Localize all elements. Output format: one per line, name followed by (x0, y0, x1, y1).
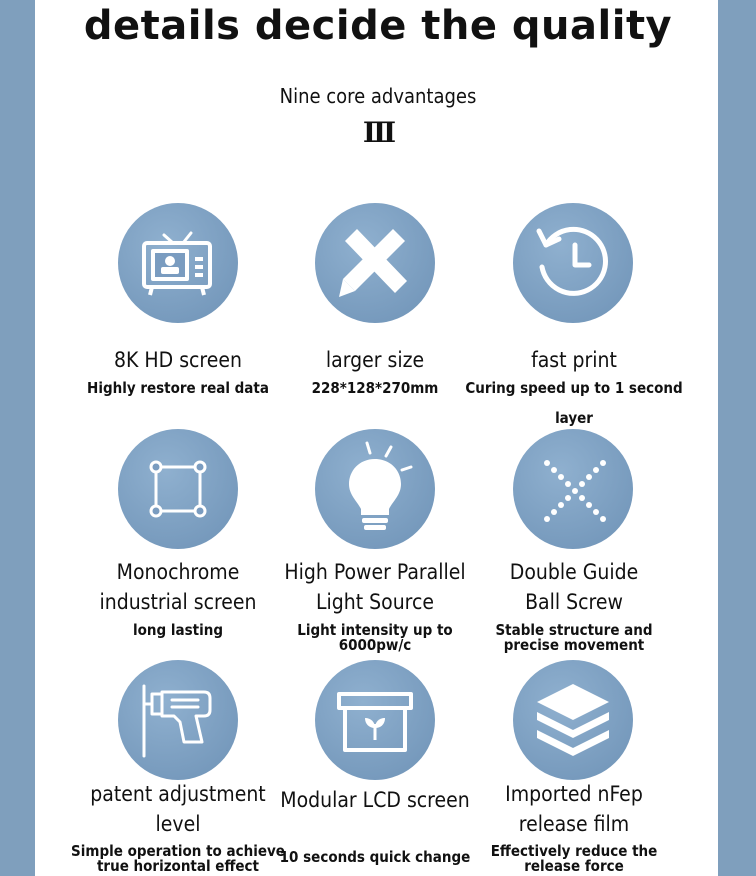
feature-patent-adjustment-level (63, 660, 293, 876)
resize-arrows-icon (315, 203, 435, 323)
drill-icon (118, 660, 238, 780)
clock-refresh-icon (513, 203, 633, 323)
feature-icon-circle (315, 660, 435, 780)
feature-description-line2: true horizontal effect (96, 857, 260, 875)
feature-description: Curing speed up to 1 second (465, 379, 683, 397)
feature-title: larger size (325, 348, 425, 372)
feature-title: 8K HD screen (114, 348, 242, 372)
feature-title: High Power Parallel (284, 560, 466, 584)
feature-larger-size (260, 203, 490, 403)
feature-double-guide-ball-screw (459, 429, 689, 659)
feature-description: Light intensity up to 6000pw/c (297, 621, 453, 654)
feature-icon-circle (118, 203, 238, 323)
feature-description: Effectively reduce the (490, 842, 658, 860)
feature-title: Modular LCD screen (280, 788, 470, 812)
page-title: details decide the quality (83, 3, 673, 49)
feature-description: 228*128*270mm (311, 379, 439, 397)
feature-title: Imported nFep (505, 782, 643, 806)
feature-icon-circle (513, 203, 633, 323)
feature-title-line2: release film (518, 812, 630, 836)
feature-icon-circle (513, 660, 633, 780)
feature-description: 10 seconds quick change (279, 848, 471, 866)
feature-icon-circle (315, 429, 435, 549)
feature-title-line2: level (155, 812, 201, 836)
feature-icon-circle (513, 429, 633, 549)
feature-title: patent adjustment (90, 782, 266, 806)
feature-description: Simple operation to achieve (71, 842, 285, 860)
feature-8k-hd-screen (63, 203, 293, 403)
feature-title-line2: industrial screen (99, 590, 257, 614)
feature-description: long lasting (133, 621, 223, 639)
feature-description: Stable structure and (495, 621, 653, 639)
tv-icon (118, 203, 238, 323)
feature-description-line2: release force (524, 857, 624, 875)
module-box-icon (315, 660, 435, 780)
feature-title: Monochrome (116, 560, 240, 584)
feature-modular-lcd-screen (260, 660, 490, 876)
feature-title: Double Guide (509, 560, 639, 584)
section-numeral: III (362, 116, 394, 149)
feature-description-line2: precise movement (503, 636, 645, 654)
feature-icon-circle (118, 660, 238, 780)
feature-title-line2: Ball Screw (525, 590, 623, 614)
feature-title-line2: Light Source (316, 590, 434, 614)
feature-fast-print (459, 203, 689, 433)
square-nodes-icon (118, 429, 238, 549)
section-subtitle: Nine core advantages (279, 84, 477, 108)
feature-icon-circle (315, 203, 435, 323)
feature-title: fast print (531, 348, 617, 372)
feature-icon-circle (118, 429, 238, 549)
light-bulb-icon (315, 429, 435, 549)
feature-description-line2: layer (555, 409, 593, 427)
feature-imported-nfep-film (459, 660, 689, 876)
layers-icon (513, 660, 633, 780)
dotted-cross-icon (513, 429, 633, 549)
feature-monochrome-screen (63, 429, 293, 649)
feature-description: Highly restore real data (87, 379, 269, 397)
feature-parallel-light-source (260, 429, 490, 654)
